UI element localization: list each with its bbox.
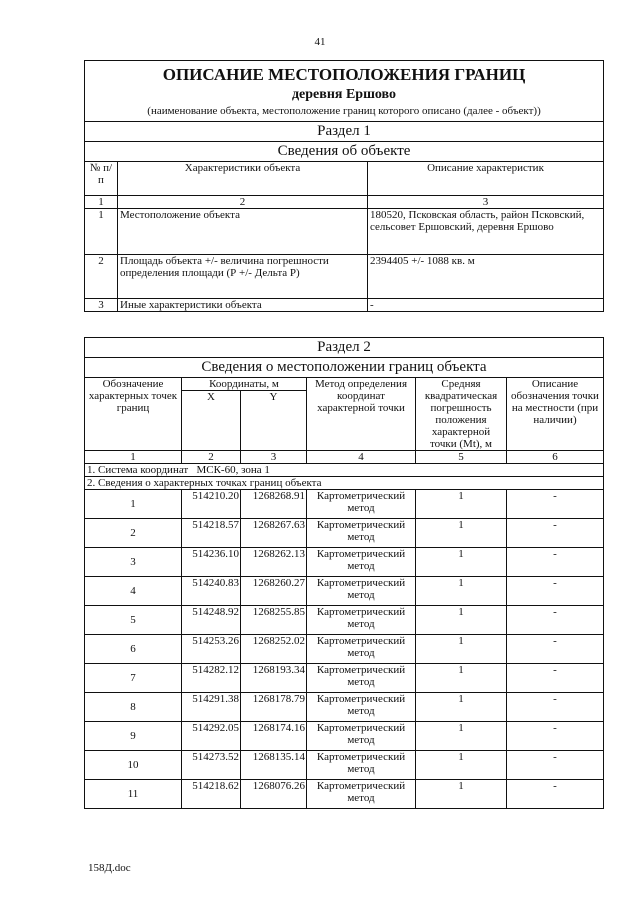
coordinate-y: 1268135.14 (241, 751, 307, 780)
column-header-y: Y (241, 391, 307, 451)
column-header-coords: Координаты, м (182, 378, 307, 391)
section-1-label-row (85, 122, 604, 142)
page-number: 41 (314, 36, 326, 48)
characteristic-name: Местоположение объекта (118, 209, 368, 255)
mt-value: 1 (416, 780, 507, 809)
table-row (85, 577, 604, 606)
mt-value: 1 (416, 606, 507, 635)
method-cell: Картометрический метод (307, 722, 416, 751)
point-number: 8 (85, 693, 182, 722)
characteristic-value: 2394405 +/- 1088 кв. м (368, 255, 604, 299)
coordinate-y: 1268255.85 (241, 606, 307, 635)
column-header-point: Обозначение характерных точек границ (85, 378, 182, 451)
footer-filename: 158Д.doc (88, 862, 131, 874)
method-cell: Картометрический метод (307, 780, 416, 809)
coordinate-x: 514253.26 (182, 635, 241, 664)
section-1-col-numbers (85, 196, 604, 209)
mt-value: 1 (416, 519, 507, 548)
coordinate-y: 1268178.79 (241, 693, 307, 722)
point-number: 9 (85, 722, 182, 751)
mt-value: 1 (416, 548, 507, 577)
coordinate-y: 1268268.91 (241, 490, 307, 519)
column-header-desc: Описание характеристик (368, 162, 604, 196)
point-number: 7 (85, 664, 182, 693)
method-cell: Картометрический метод (307, 664, 416, 693)
coordinate-y: 1268174.16 (241, 722, 307, 751)
table-row (85, 722, 604, 751)
col-number: 2 (182, 451, 241, 464)
title-row (85, 61, 604, 122)
section-2-label-row (85, 338, 604, 358)
method-cell: Картометрический метод (307, 548, 416, 577)
point-number: 4 (85, 577, 182, 606)
col-number: 1 (85, 451, 182, 464)
table-row (85, 635, 604, 664)
section-2-header-row-1 (85, 378, 604, 391)
coordinate-x: 514240.83 (182, 577, 241, 606)
section-1-heading: Сведения об объекте (85, 142, 604, 162)
point-number: 6 (85, 635, 182, 664)
point-number: 1 (85, 490, 182, 519)
coordinate-y: 1268262.13 (241, 548, 307, 577)
mt-value: 1 (416, 577, 507, 606)
coordinate-x: 514292.05 (182, 722, 241, 751)
marking-description: - (507, 693, 604, 722)
coordinate-x: 514218.62 (182, 780, 241, 809)
marking-description: - (507, 490, 604, 519)
table-row (85, 519, 604, 548)
coordinate-x: 514291.38 (182, 693, 241, 722)
point-number: 3 (85, 548, 182, 577)
mt-value: 1 (416, 635, 507, 664)
coordinate-x: 514282.12 (182, 664, 241, 693)
table-row (85, 780, 604, 809)
section-2-col-numbers (85, 451, 604, 464)
method-cell: Картометрический метод (307, 577, 416, 606)
col-number: 4 (307, 451, 416, 464)
table-row (85, 664, 604, 693)
method-cell: Картометрический метод (307, 519, 416, 548)
coordinate-y: 1268076.26 (241, 780, 307, 809)
marking-description: - (507, 606, 604, 635)
marking-description: - (507, 722, 604, 751)
coordinate-system: 1. Система координат МСК-60, зона 1 (85, 464, 604, 477)
point-number: 2 (85, 519, 182, 548)
coordinate-y: 1268267.63 (241, 519, 307, 548)
column-header-error: Средняя квадратическая погрешность положения характерной точки (Мt), м (416, 378, 507, 451)
coordinate-x: 514273.52 (182, 751, 241, 780)
table-row (85, 299, 604, 312)
characteristic-name: Иные характеристики объекта (118, 299, 368, 312)
table-row (85, 490, 604, 519)
coordinate-y: 1268260.27 (241, 577, 307, 606)
document-title: ОПИСАНИЕ МЕСТОПОЛОЖЕНИЯ ГРАНИЦ (162, 65, 526, 84)
section-1-table (84, 60, 604, 312)
column-header-marking: Описание обозначения точки на местности (при наличии) (507, 378, 604, 451)
column-header-method: Метод определения координат характерной точки (307, 378, 416, 451)
marking-description: - (507, 577, 604, 606)
table-row (85, 751, 604, 780)
column-header-x: X (182, 391, 241, 451)
point-number: 10 (85, 751, 182, 780)
col-number: 3 (368, 196, 604, 209)
document-note: (наименование объекта, местоположение границ которого описано (далее - объект)) (147, 105, 541, 117)
method-cell: Картометрический метод (307, 490, 416, 519)
characteristic-name: Площадь объекта +/- величина погрешности определения площади (Р +/- Дельта Р) (118, 255, 368, 299)
col-number: 5 (416, 451, 507, 464)
marking-description: - (507, 751, 604, 780)
points-table-body (85, 490, 604, 809)
coordinate-x: 514210.20 (182, 490, 241, 519)
section-2-heading-row (85, 358, 604, 378)
section-2-heading: Сведения о местоположении границ объекта (85, 358, 604, 378)
document-title-cell (85, 61, 604, 122)
section-2-table (84, 337, 604, 809)
col-number: 6 (507, 451, 604, 464)
marking-description: - (507, 548, 604, 577)
row-number: 3 (85, 299, 118, 312)
coordinate-system-row (85, 464, 604, 477)
points-title-row (85, 477, 604, 490)
col-number: 1 (85, 196, 118, 209)
col-number: 2 (118, 196, 368, 209)
mt-value: 1 (416, 490, 507, 519)
document-subtitle: деревня Ершово (291, 87, 397, 102)
section-2-label: Раздел 2 (85, 338, 604, 358)
characteristic-value: - (368, 299, 604, 312)
characteristic-value: 180520, Псковская область, район Псковский, сельсовет Ершовский, деревня Ершово (368, 209, 604, 255)
row-number: 1 (85, 209, 118, 255)
row-number: 2 (85, 255, 118, 299)
marking-description: - (507, 519, 604, 548)
section-1-label: Раздел 1 (85, 122, 604, 142)
mt-value: 1 (416, 722, 507, 751)
section-1-header-row (85, 162, 604, 196)
column-header-num: № п/п (85, 162, 118, 196)
mt-value: 1 (416, 664, 507, 693)
coordinate-y: 1268252.02 (241, 635, 307, 664)
coordinate-x: 514248.92 (182, 606, 241, 635)
method-cell: Картометрический метод (307, 606, 416, 635)
mt-value: 1 (416, 693, 507, 722)
table-row (85, 548, 604, 577)
table-row (85, 606, 604, 635)
marking-description: - (507, 635, 604, 664)
method-cell: Картометрический метод (307, 751, 416, 780)
point-number: 5 (85, 606, 182, 635)
table-row (85, 693, 604, 722)
coordinate-y: 1268193.34 (241, 664, 307, 693)
marking-description: - (507, 780, 604, 809)
table-row (85, 255, 604, 299)
column-header-chars: Характеристики объекта (118, 162, 368, 196)
section-1-heading-row (85, 142, 604, 162)
table-row (85, 209, 604, 255)
mt-value: 1 (416, 751, 507, 780)
col-number: 3 (241, 451, 307, 464)
points-title: 2. Сведения о характерных точках границ объекта (85, 477, 604, 490)
marking-description: - (507, 664, 604, 693)
point-number: 11 (85, 780, 182, 809)
coordinate-x: 514218.57 (182, 519, 241, 548)
method-cell: Картометрический метод (307, 635, 416, 664)
method-cell: Картометрический метод (307, 693, 416, 722)
coordinate-x: 514236.10 (182, 548, 241, 577)
